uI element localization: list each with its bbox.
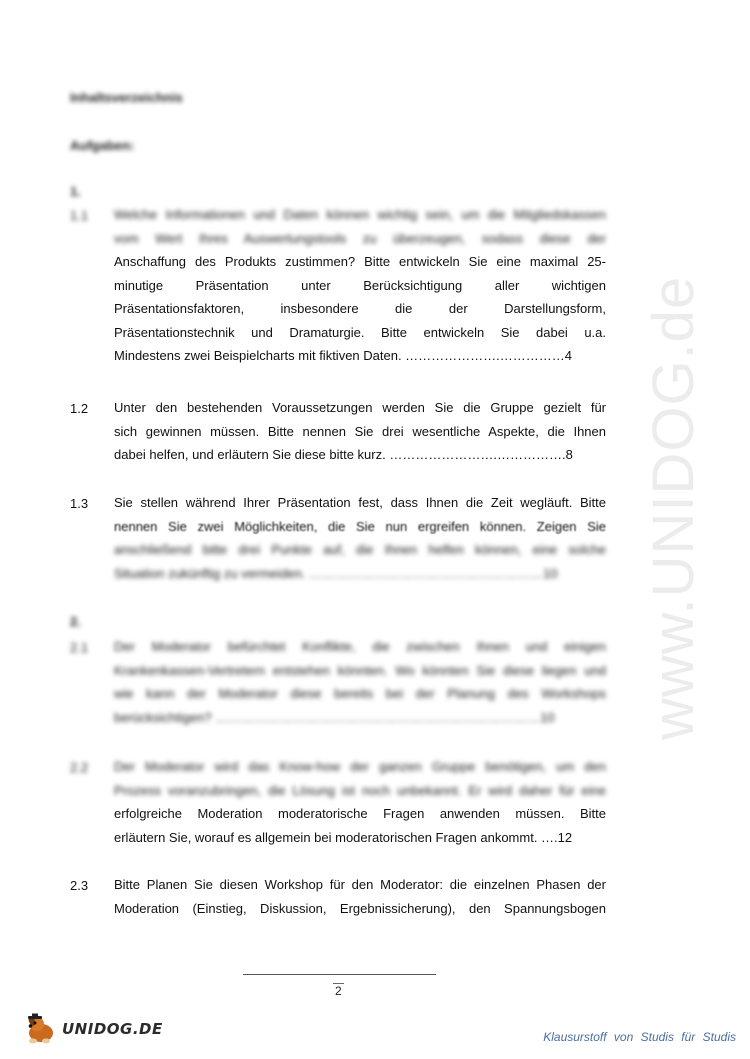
tasks-heading: Aufgaben: (70, 138, 135, 153)
text-line: Unter den bestehenden Voraussetzungen werden Sie die Gruppe gezielt für (114, 400, 606, 415)
text-line: Welche Informationen und Daten können wichtig sein, um die Mitgliedskassen (114, 207, 606, 222)
text-line: wie kann der Moderator diese bereits bei der Planung des Workshops (114, 686, 606, 701)
task-1-3-text (114, 491, 606, 585)
task-2-1-text (114, 635, 606, 729)
text-line: Präsentationsfaktoren, insbesondere die der Darstellungsform, (114, 301, 606, 316)
text-line: nennen Sie zwei Möglichkeiten, die Sie nun ergreifen können. Zeigen Sie (114, 518, 606, 534)
text-line: dabei helfen, und erläutern Sie diese bitte kurz. …………………….…………….8 (114, 447, 573, 462)
unidog-logo (24, 1013, 163, 1045)
watermark: www.UNIDOG.de (641, 275, 706, 740)
item-number: 1.2 (70, 401, 89, 416)
text-line: Sie stellen während Ihrer Präsentation fest, dass Ihnen die Zeit wegläuft. Bitte (114, 495, 606, 510)
section-1-number: 1. (70, 184, 81, 199)
text-line: sich gewinnen müssen. Bitte nennen Sie drei wesentliche Aspekte, die Ihnen (114, 423, 606, 439)
text-line: Situation zukünftig zu vermeiden. ………………………………………………10 (114, 565, 558, 581)
text-line: minutige Präsentation unter Berücksichtigung aller wichtigen (114, 277, 606, 293)
text-line: erfolgreiche Moderation moderatorische Fragen anwenden müssen. Bitte (114, 806, 606, 821)
tagline: Klausurstoff von Studis für Studis (543, 1030, 736, 1044)
text-line: Mindestens zwei Beispielcharts mit fiktiven Daten. ………………….……………4 (114, 348, 573, 363)
text-line: Prozess voranzubringen, die Lösung ist noch unbekannt. Er wird daher für eine (114, 782, 606, 798)
text-line: Anschaffung des Produkts zustimmen? Bitte entwickeln Sie eine maximal 25- (114, 254, 606, 269)
text-line: anschließend bitte drei Punkte auf, die Ihnen helfen können, eine solche (114, 542, 606, 557)
text-line: berücksichtigen? …………………………………………………………………10 (114, 709, 555, 725)
text-line: vom Wert Ihres Auswertungstools zu überzeugen, sodass diese der (114, 230, 606, 246)
text-line: Bitte Planen Sie diesen Workshop für den Moderator: die einzelnen Phasen der (114, 877, 606, 892)
task-2-3-text (114, 873, 606, 920)
text-line: Moderation (Einstieg, Diskussion, Ergebnissicherung), den Spannungsbogen (114, 900, 606, 916)
task-1-2-text (114, 396, 606, 467)
footer-rule (243, 974, 436, 975)
text-line: Der Moderator befürchtet Konflikte, die zwischen Ihnen und einigen (114, 639, 606, 654)
text-line: Der Moderator wird das Know-how der ganzen Gruppe benötigen, um den (114, 759, 606, 774)
text-line: Krankenkassen-Vertretern entstehen könnten. Wo könnten Sie diese liegen und (114, 662, 606, 678)
item-number: 1.3 (70, 496, 89, 511)
page-number: 2 (335, 984, 342, 998)
item-number: 2.2 (70, 760, 89, 775)
text-line: Präsentationstechnik und Dramaturgie. Bitte entwickeln Sie dabei u.a. (114, 324, 606, 340)
task-2-2-text (114, 755, 606, 849)
dog-mascot-icon (24, 1013, 58, 1045)
item-number: 2.1 (70, 640, 89, 655)
section-2-number: 2. (70, 614, 81, 629)
task-1-1-text (114, 203, 606, 368)
item-number: 2.3 (70, 878, 89, 893)
toc-title: Inhaltsverzeichnis (70, 90, 183, 105)
text-line: erläutern Sie, worauf es allgemein bei moderatorischen Fragen ankommt. ….12 (114, 829, 573, 845)
logo-text: UNIDOG.DE (62, 1020, 163, 1038)
item-number: 1.1 (70, 208, 89, 223)
